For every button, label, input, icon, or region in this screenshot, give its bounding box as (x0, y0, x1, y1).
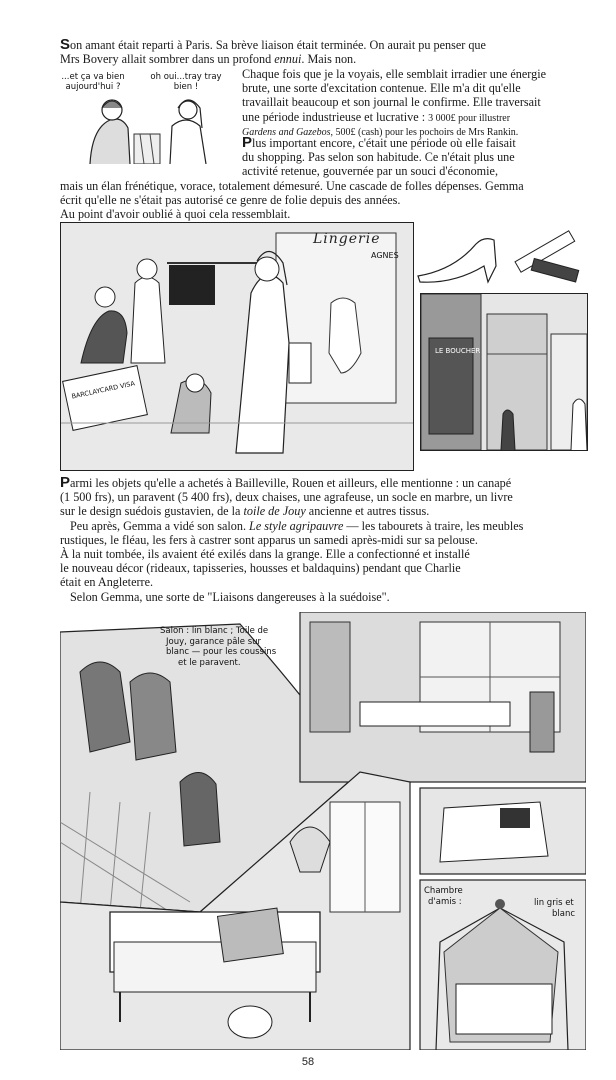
salon-drawing (60, 612, 586, 1050)
speech-bubble-right: oh oui...tray tray bien ! (150, 72, 222, 92)
intro-text (60, 38, 580, 66)
shoe-lipstick-drawing (414, 226, 586, 288)
note-chambre: Chambre d'amis : (424, 886, 463, 907)
illustration-conversation (60, 68, 230, 164)
paragraph-shopping: Plus important encore, c'était une période où elle faisait du shopping. Pas selon son habitude. Ce n'était plus une activité retenue, gouvernée par un souci d'économie, (242, 134, 516, 179)
credit-card-text: BARCLAYCARD VISA (70, 379, 136, 401)
shop-sign-name: AGNES (371, 251, 399, 260)
paragraph-work: Chaque fois que je la voyais, elle semblait irradier une énergie brute, une sorte d'excitation contenue. Elle m'a dit qu'elle travaillait beaucoup et son journal le confirme. Elle traversait une période industrieuse et lucrative : 3 000£ pour illustrer Gardens and Gazebos, 500£ (cash) pour les pochoirs de Mrs Rankin. (242, 67, 547, 138)
note-salon: Salon : lin blanc ; Toile de Jouy, garance pâle sur blanc — pour les coussins et le paravent. (160, 626, 277, 668)
shop-sign: Lingerie (313, 231, 381, 247)
illustration-shoe-lipstick (414, 226, 586, 288)
paragraph-purchases: Parmi les objets qu'elle a achetés à Bailleville, Rouen et ailleurs, elle mentionne : un canapé (1 500 frs), un paravent (5 400 frs), deux chaises, une agrafeuse, un socle en marbre, un livre sur le design suédois gustavien, de la toile de Jouy ancienne et autres tissus. Peu après, Gemma a vidé son salon. Le style agripauvre — les tabourets à traire, les meubles rustiques, le fléau, les fers à castrer sont apparus un samedi après-midi sur sa pelouse. À la nuit tombée, ils avaient été exilés dans la grange. Elle a confectionné et installé le nouveau décor (rideaux, tapisseries, housses et baldaquins) pendant que Charlie était en Angleterre. Selon Gemma, une sorte de "Liaisons dangereuses à la suédoise". (60, 474, 524, 604)
panel-shopping (60, 222, 414, 471)
dropcap: S (60, 36, 71, 53)
illustration-salon (60, 612, 586, 1050)
storefront-sign: LE BOUCHER (435, 347, 481, 355)
paragraph-shopping-cont: mais un élan frénétique, vorace, totalement démesuré. Une cascade de folles dépenses. Gemma écrit qu'elle ne s'était pas autorisé ce genre de folie depuis des années. Au point d'avoir oublié à quoi cela ressemblait. (60, 179, 524, 222)
note-lin: lin gris et blanc (534, 898, 576, 919)
panel-storefront (420, 293, 588, 451)
page-number: 58 (301, 1056, 315, 1068)
shopping-drawing (61, 223, 413, 470)
intro-line-1: Son amant était reparti à Paris. Sa brève liaison était terminée. On aurait pu penser que (60, 36, 486, 53)
storefront-drawing (421, 294, 587, 450)
speech-bubble-left: ...et ça va bien aujourd'hui ? (61, 72, 125, 92)
intro-line-2: Mrs Bovery allait sombrer dans un profond ennui. Mais non. (60, 52, 357, 67)
